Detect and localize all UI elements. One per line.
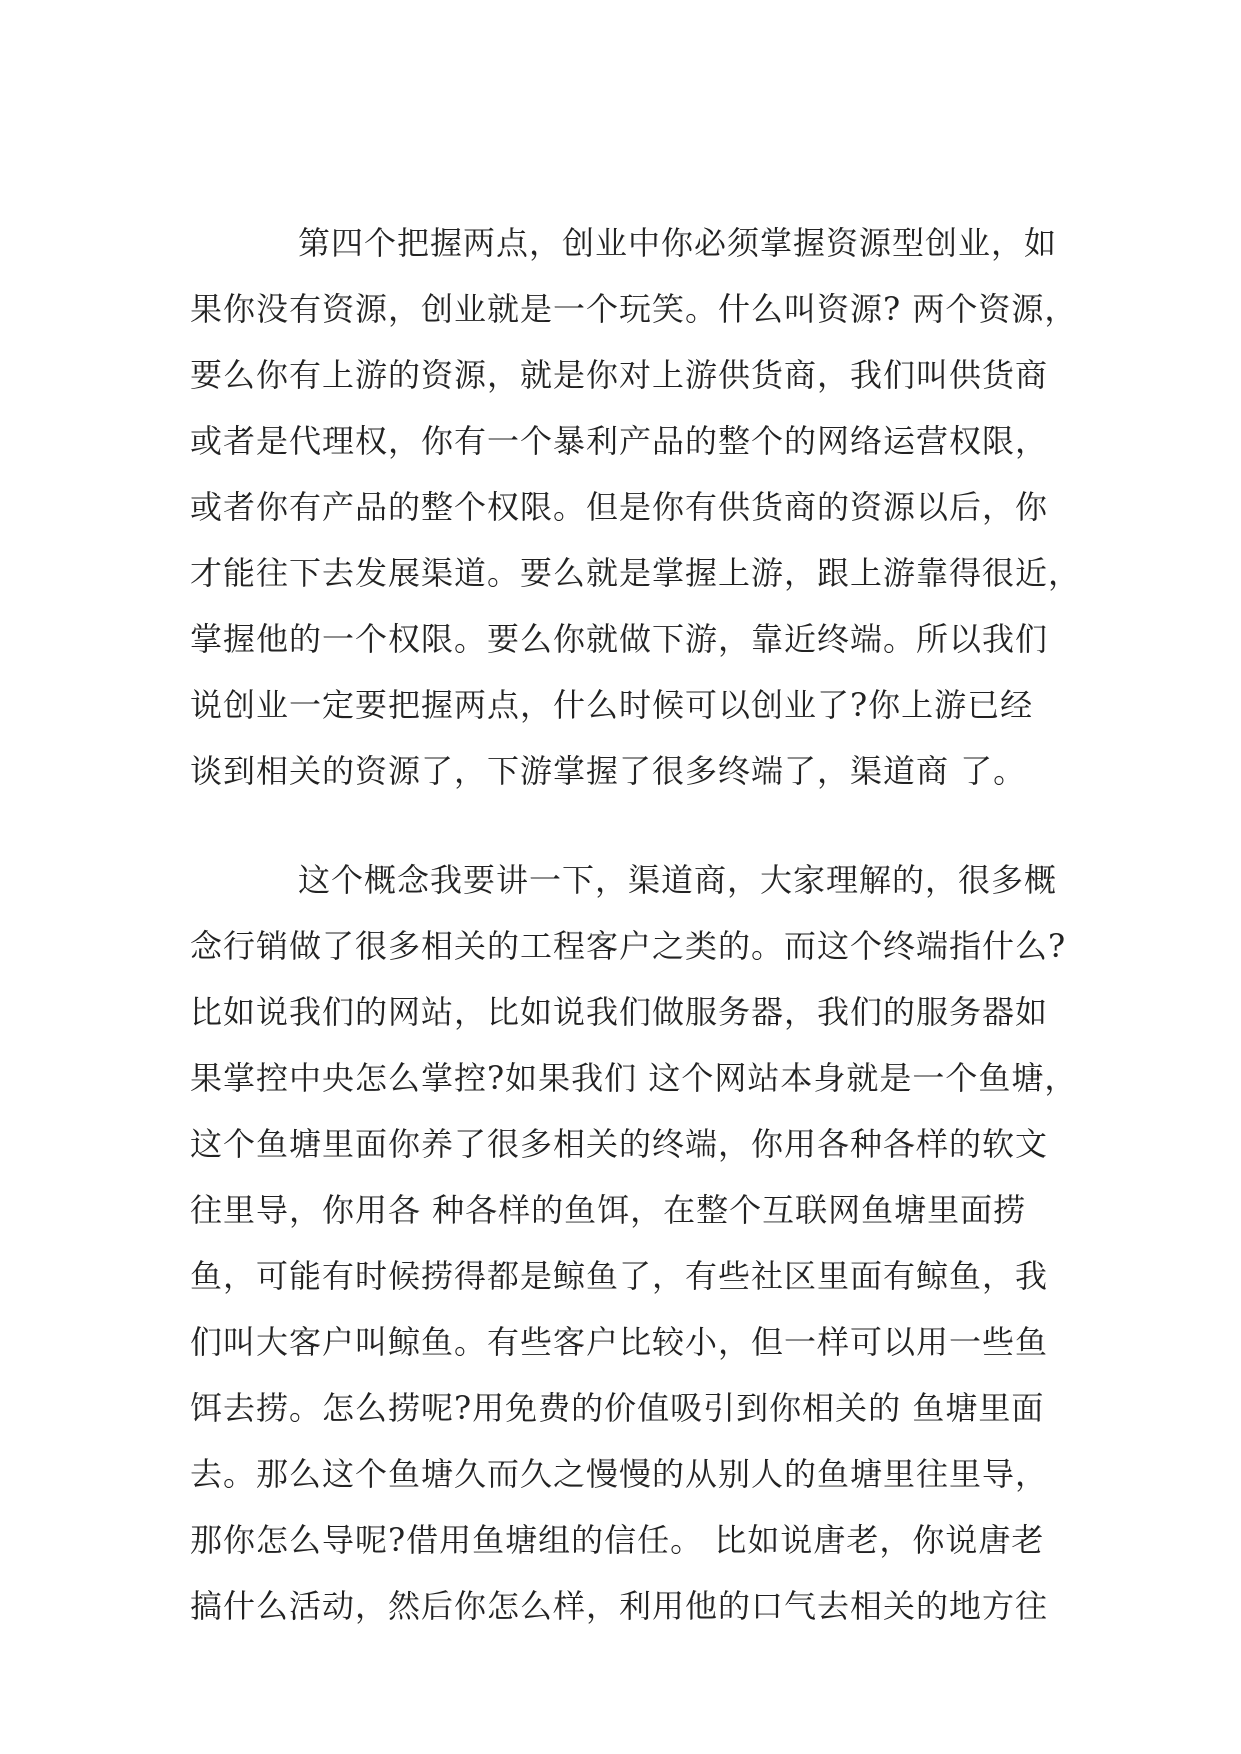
text-line: 果掌控中央怎么掌控?如果我们 这个网站本身就是一个鱼塘，	[190, 1059, 1078, 1097]
text-line: 掌握他的一个权限。要么你就做下游，靠近终端。所以我们	[190, 620, 1049, 658]
text-line: 要么你有上游的资源，就是你对上游供货商，我们叫供货商	[190, 356, 1049, 394]
text-line: 第四个把握两点，创业中你必须掌握资源型创业，如	[298, 224, 1058, 262]
text-line: 饵去捞。怎么捞呢?用免费的价值吸引到你相关的 鱼塘里面	[190, 1389, 1045, 1427]
text-line: 比如说我们的网站，比如说我们做服务器，我们的服务器如	[190, 993, 1049, 1031]
paragraph-1	[190, 210, 1082, 804]
text-line: 往里导，你用各 种各样的鱼饵，在整个互联网鱼塘里面捞	[190, 1191, 1027, 1229]
text-line: 那你怎么导呢?借用鱼塘组的信任。 比如说唐老，你说唐老	[190, 1521, 1045, 1559]
text-line: 们叫大客户叫鲸鱼。有些客户比较小，但一样可以用一些鱼	[190, 1323, 1049, 1361]
text-line: 搞什么活动，然后你怎么样，利用他的口气去相关的地方往	[190, 1587, 1049, 1625]
text-line: 去。那么这个鱼塘久而久之慢慢的从别人的鱼塘里往里导，	[190, 1455, 1049, 1493]
text-line: 说创业一定要把握两点，什么时候可以创业了?你上游已经	[190, 686, 1034, 724]
text-line: 才能往下去发展渠道。要么就是掌握上游，跟上游靠得很近，	[190, 554, 1082, 592]
text-line: 念行销做了很多相关的工程客户之类的。而这个终端指什么?	[190, 927, 1067, 965]
text-line: 或者是代理权，你有一个暴利产品的整个的网络运营权限，	[190, 422, 1049, 460]
text-line: 这个概念我要讲一下，渠道商，大家理解的，很多概	[298, 861, 1058, 899]
text-line: 或者你有产品的整个权限。但是你有供货商的资源以后，你	[190, 488, 1049, 526]
text-line: 鱼，可能有时候捞得都是鲸鱼了，有些社区里面有鲸鱼，我	[190, 1257, 1049, 1295]
text-line: 这个鱼塘里面你养了很多相关的终端，你用各种各样的软文	[190, 1125, 1049, 1163]
text-line: 果你没有资源，创业就是一个玩笑。什么叫资源? 两个资源，	[190, 290, 1078, 328]
paragraph-2	[190, 847, 1078, 1639]
text-line: 谈到相关的资源了，下游掌握了很多终端了，渠道商 了。	[190, 752, 1027, 790]
